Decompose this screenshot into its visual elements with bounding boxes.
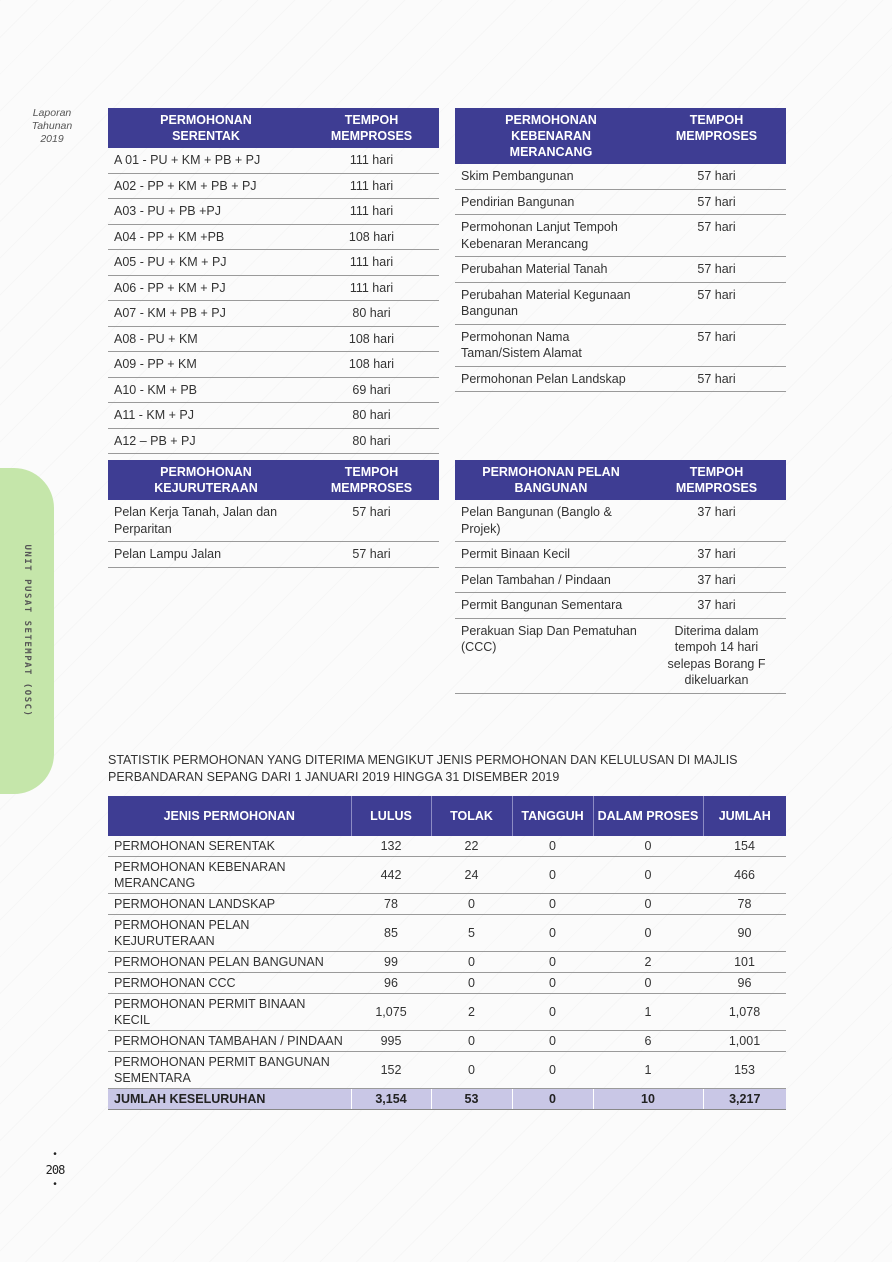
table-row bbox=[455, 593, 786, 619]
application-type: PERMOHONAN KEBENARAN MERANCANG bbox=[108, 857, 351, 894]
tangguh-count: 0 bbox=[512, 836, 593, 857]
processing-time: 69 hari bbox=[304, 377, 439, 403]
tolak-count: 0 bbox=[431, 1052, 512, 1089]
processing-time: 37 hari bbox=[647, 500, 786, 542]
table-row bbox=[108, 199, 439, 225]
tolak-count: 5 bbox=[431, 915, 512, 952]
application-type: Permit Bangunan Sementara bbox=[455, 593, 647, 619]
processing-time: 80 hari bbox=[304, 301, 439, 327]
report-year: 2019 bbox=[40, 133, 64, 145]
application-type: Pelan Bangunan (Banglo & Projek) bbox=[455, 500, 647, 542]
report-title bbox=[24, 107, 80, 146]
processing-time: 111 hari bbox=[304, 250, 439, 276]
total-tolak-count: 53 bbox=[431, 1089, 512, 1110]
application-type: PERMOHONAN SERENTAK bbox=[108, 836, 351, 857]
jumlah-count: 78 bbox=[703, 894, 786, 915]
page-number-text: 208 bbox=[45, 1163, 65, 1177]
processing-time: Diterima dalam tempoh 14 hari selepas Borang F dikeluarkan bbox=[647, 618, 786, 693]
processing-time: 57 hari bbox=[647, 366, 786, 392]
lulus-count: 99 bbox=[351, 952, 431, 973]
processing-time: 108 hari bbox=[304, 352, 439, 378]
application-type: Pelan Kerja Tanah, Jalan dan Perparitan bbox=[108, 500, 304, 542]
table-row bbox=[108, 542, 439, 568]
table-row bbox=[455, 282, 786, 324]
jumlah-count: 96 bbox=[703, 973, 786, 994]
table-permohonan-kebenaran-merancang bbox=[455, 108, 786, 392]
column-header: DALAM PROSES bbox=[593, 796, 703, 836]
processing-time: 111 hari bbox=[304, 199, 439, 225]
table-row bbox=[455, 618, 786, 693]
dalam-proses-count: 6 bbox=[593, 1031, 703, 1052]
table-row bbox=[108, 173, 439, 199]
total-row bbox=[108, 1089, 786, 1110]
dalam-proses-count: 1 bbox=[593, 1052, 703, 1089]
application-type: A03 - PU + PB +PJ bbox=[108, 199, 304, 225]
processing-time: 37 hari bbox=[647, 567, 786, 593]
column-header: TOLAK bbox=[431, 796, 512, 836]
tangguh-count: 0 bbox=[512, 1031, 593, 1052]
section-label: UNIT PUSAT SETEMPAT (OSC) bbox=[22, 544, 32, 718]
column-header: JENIS PERMOHONAN bbox=[108, 796, 351, 836]
application-type: PERMOHONAN CCC bbox=[108, 973, 351, 994]
table-row bbox=[455, 567, 786, 593]
processing-time: 57 hari bbox=[647, 189, 786, 215]
jumlah-count: 466 bbox=[703, 857, 786, 894]
table-permohonan-pelan-bangunan bbox=[455, 460, 786, 694]
application-type: A05 - PU + KM + PJ bbox=[108, 250, 304, 276]
table-row bbox=[455, 189, 786, 215]
column-header: TEMPOH MEMPROSES bbox=[647, 460, 786, 500]
column-header: TEMPOH MEMPROSES bbox=[647, 108, 786, 164]
report-title-line2: Tahunan bbox=[31, 120, 73, 132]
lulus-count: 96 bbox=[351, 973, 431, 994]
processing-time: 108 hari bbox=[304, 326, 439, 352]
tolak-count: 0 bbox=[431, 894, 512, 915]
tolak-count: 0 bbox=[431, 1031, 512, 1052]
processing-time: 37 hari bbox=[647, 593, 786, 619]
jumlah-count: 1,078 bbox=[703, 994, 786, 1031]
processing-time: 57 hari bbox=[647, 215, 786, 257]
application-type: Pelan Lampu Jalan bbox=[108, 542, 304, 568]
processing-time: 111 hari bbox=[304, 275, 439, 301]
page-dot-icon: • bbox=[53, 1179, 57, 1190]
table-row bbox=[108, 352, 439, 378]
application-type: Pelan Tambahan / Pindaan bbox=[455, 567, 647, 593]
table-row bbox=[108, 857, 786, 894]
table-row bbox=[108, 915, 786, 952]
jumlah-count: 154 bbox=[703, 836, 786, 857]
statistics-caption: STATISTIK PERMOHONAN YANG DITERIMA MENGIKUT JENIS PERMOHONAN DAN KELULUSAN DI MAJLIS PERBANDARAN SEPANG DARI 1 JANUARI 2019 HINGGA 31 DISEMBER 2019 bbox=[108, 753, 738, 784]
column-header: TEMPOH MEMPROSES bbox=[304, 108, 439, 148]
processing-time: 108 hari bbox=[304, 224, 439, 250]
column-header: PERMOHONAN SERENTAK bbox=[108, 108, 304, 148]
lulus-count: 85 bbox=[351, 915, 431, 952]
application-type: A06 - PP + KM + PJ bbox=[108, 275, 304, 301]
dalam-proses-count: 0 bbox=[593, 857, 703, 894]
processing-time: 57 hari bbox=[304, 500, 439, 542]
application-type: Permohonan Lanjut Tempoh Kebenaran Merancang bbox=[455, 215, 647, 257]
application-type: PERMOHONAN TAMBAHAN / PINDAAN bbox=[108, 1031, 351, 1052]
processing-time: 111 hari bbox=[304, 173, 439, 199]
dalam-proses-count: 0 bbox=[593, 915, 703, 952]
lulus-count: 1,075 bbox=[351, 994, 431, 1031]
table-row bbox=[108, 250, 439, 276]
tolak-count: 0 bbox=[431, 952, 512, 973]
table-row bbox=[455, 500, 786, 542]
total-dalam-proses-count: 10 bbox=[593, 1089, 703, 1110]
table-row bbox=[108, 326, 439, 352]
table-row bbox=[108, 836, 786, 857]
processing-time: 111 hari bbox=[304, 148, 439, 173]
column-header: JUMLAH bbox=[703, 796, 786, 836]
table-permohonan-kejuruteraan bbox=[108, 460, 439, 568]
processing-time: 37 hari bbox=[647, 542, 786, 568]
tangguh-count: 0 bbox=[512, 857, 593, 894]
jumlah-count: 153 bbox=[703, 1052, 786, 1089]
application-type: A08 - PU + KM bbox=[108, 326, 304, 352]
table-row bbox=[455, 215, 786, 257]
jumlah-count: 1,001 bbox=[703, 1031, 786, 1052]
table-row bbox=[455, 366, 786, 392]
application-type: A07 - KM + PB + PJ bbox=[108, 301, 304, 327]
application-type: A11 - KM + PJ bbox=[108, 403, 304, 429]
table-row bbox=[108, 275, 439, 301]
processing-time: 80 hari bbox=[304, 403, 439, 429]
application-type: A12 – PB + PJ bbox=[108, 428, 304, 454]
processing-time: 57 hari bbox=[647, 282, 786, 324]
table-row bbox=[108, 224, 439, 250]
tangguh-count: 0 bbox=[512, 994, 593, 1031]
table-row bbox=[108, 1052, 786, 1089]
application-type: PERMOHONAN PERMIT BANGUNAN SEMENTARA bbox=[108, 1052, 351, 1089]
lulus-count: 132 bbox=[351, 836, 431, 857]
tangguh-count: 0 bbox=[512, 952, 593, 973]
jumlah-count: 101 bbox=[703, 952, 786, 973]
table-row bbox=[108, 952, 786, 973]
table-row bbox=[108, 403, 439, 429]
total-lulus-count: 3,154 bbox=[351, 1089, 431, 1110]
application-type: Perakuan Siap Dan Pematuhan (CCC) bbox=[455, 618, 647, 693]
table-row bbox=[108, 1031, 786, 1052]
table-row bbox=[108, 973, 786, 994]
tangguh-count: 0 bbox=[512, 973, 593, 994]
table-row bbox=[455, 542, 786, 568]
lulus-count: 152 bbox=[351, 1052, 431, 1089]
application-type: PERMOHONAN LANDSKAP bbox=[108, 894, 351, 915]
tangguh-count: 0 bbox=[512, 894, 593, 915]
column-header: PERMOHONAN KEBENARAN MERANCANG bbox=[455, 108, 647, 164]
tangguh-count: 0 bbox=[512, 1052, 593, 1089]
total-tangguh-count: 0 bbox=[512, 1089, 593, 1110]
column-header: TANGGUH bbox=[512, 796, 593, 836]
total-jumlah-count: 3,217 bbox=[703, 1089, 786, 1110]
processing-time: 57 hari bbox=[304, 542, 439, 568]
application-type: A04 - PP + KM +PB bbox=[108, 224, 304, 250]
application-type: Skim Pembangunan bbox=[455, 164, 647, 189]
report-title-line1: Laporan bbox=[32, 107, 72, 119]
table-statistik-permohonan bbox=[108, 796, 786, 1110]
tolak-count: 2 bbox=[431, 994, 512, 1031]
column-header: TEMPOH MEMPROSES bbox=[304, 460, 439, 500]
total-application-type: JUMLAH KESELURUHAN bbox=[108, 1089, 351, 1110]
table-row bbox=[108, 428, 439, 454]
jumlah-count: 90 bbox=[703, 915, 786, 952]
column-header: PERMOHONAN PELAN BANGUNAN bbox=[455, 460, 647, 500]
application-type: A10 - KM + PB bbox=[108, 377, 304, 403]
table-row bbox=[108, 301, 439, 327]
column-header: LULUS bbox=[351, 796, 431, 836]
application-type: A09 - PP + KM bbox=[108, 352, 304, 378]
table-row bbox=[108, 377, 439, 403]
processing-time: 57 hari bbox=[647, 164, 786, 189]
application-type: Permit Binaan Kecil bbox=[455, 542, 647, 568]
tangguh-count: 0 bbox=[512, 915, 593, 952]
application-type: PERMOHONAN PELAN KEJURUTERAAN bbox=[108, 915, 351, 952]
application-type: PERMOHONAN PERMIT BINAAN KECIL bbox=[108, 994, 351, 1031]
column-header: PERMOHONAN KEJURUTERAAN bbox=[108, 460, 304, 500]
table-row bbox=[108, 148, 439, 173]
application-type: Permohonan Nama Taman/Sistem Alamat bbox=[455, 324, 647, 366]
table-row bbox=[108, 500, 439, 542]
processing-time: 57 hari bbox=[647, 324, 786, 366]
application-type: PERMOHONAN PELAN BANGUNAN bbox=[108, 952, 351, 973]
application-type: A02 - PP + KM + PB + PJ bbox=[108, 173, 304, 199]
processing-time: 80 hari bbox=[304, 428, 439, 454]
tolak-count: 0 bbox=[431, 973, 512, 994]
page-number bbox=[40, 1150, 70, 1190]
table-permohonan-serentak bbox=[108, 108, 439, 454]
table-row bbox=[108, 994, 786, 1031]
application-type: Pendirian Bangunan bbox=[455, 189, 647, 215]
dalam-proses-count: 0 bbox=[593, 894, 703, 915]
application-type: A 01 - PU + KM + PB + PJ bbox=[108, 148, 304, 173]
dalam-proses-count: 1 bbox=[593, 994, 703, 1031]
tolak-count: 22 bbox=[431, 836, 512, 857]
lulus-count: 995 bbox=[351, 1031, 431, 1052]
dalam-proses-count: 0 bbox=[593, 973, 703, 994]
tolak-count: 24 bbox=[431, 857, 512, 894]
table-row bbox=[108, 894, 786, 915]
dalam-proses-count: 0 bbox=[593, 836, 703, 857]
page-dot-icon: • bbox=[53, 1149, 57, 1160]
application-type: Perubahan Material Tanah bbox=[455, 257, 647, 283]
dalam-proses-count: 2 bbox=[593, 952, 703, 973]
lulus-count: 442 bbox=[351, 857, 431, 894]
lulus-count: 78 bbox=[351, 894, 431, 915]
table-row bbox=[455, 324, 786, 366]
processing-time: 57 hari bbox=[647, 257, 786, 283]
application-type: Permohonan Pelan Landskap bbox=[455, 366, 647, 392]
table-row bbox=[455, 164, 786, 189]
table-row bbox=[455, 257, 786, 283]
application-type: Perubahan Material Kegunaan Bangunan bbox=[455, 282, 647, 324]
